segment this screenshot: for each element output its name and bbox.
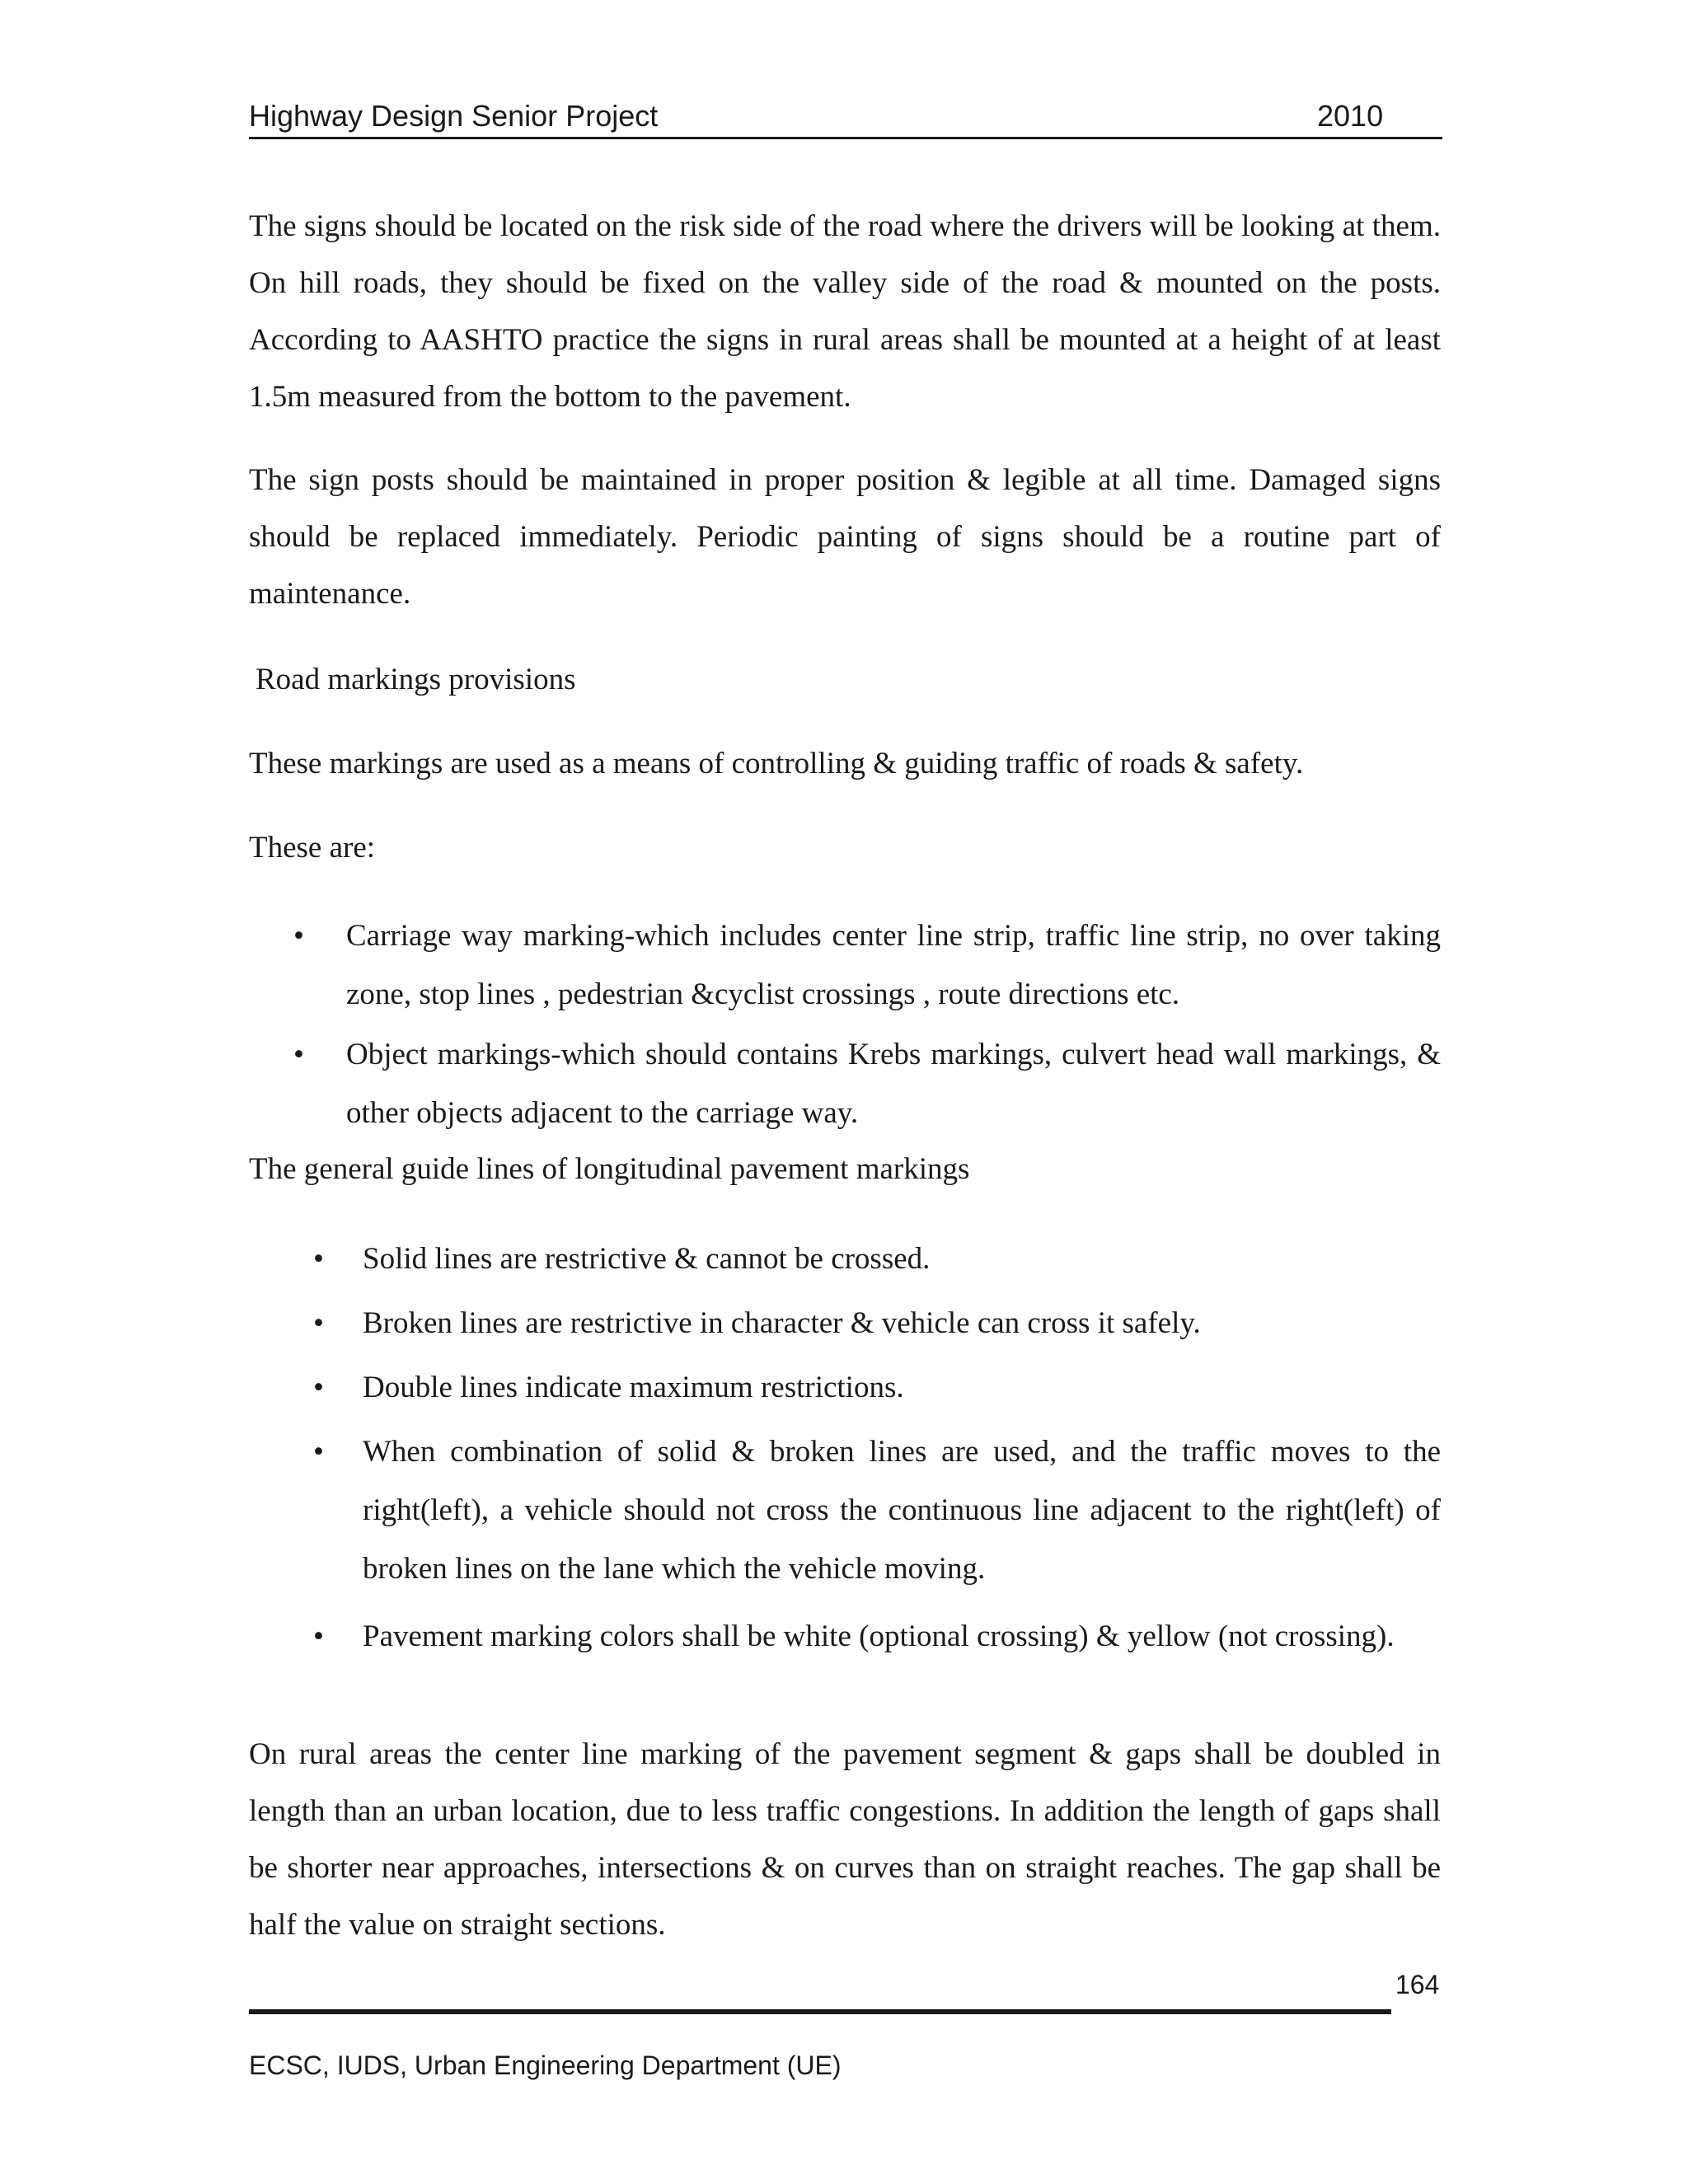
bullet-icon: • xyxy=(313,1435,324,1469)
list-item-guideline xyxy=(313,1294,1441,1353)
header-year: 2010 xyxy=(1317,99,1384,133)
footer-divider xyxy=(249,2009,1391,2014)
bullet-icon: • xyxy=(293,919,304,953)
list-item-marking-type xyxy=(293,1025,1441,1142)
list-item-text: Double lines indicate maximum restrictions. xyxy=(363,1371,904,1404)
list-item-text: When combination of solid & broken lines are used, and the traffic moves to the right(left), a vehicle should not cross the continuous line adjacent to the right(left) of broken lines on the lane which the vehicle moving. xyxy=(363,1435,1441,1586)
bullet-icon: • xyxy=(293,1038,304,1071)
section-heading-guide-lines: The general guide lines of longitudinal pavement markings xyxy=(249,1152,970,1186)
paragraph-sign-maintenance: The sign posts should be maintained in proper position & legible at all time. Damaged signs should be replaced immediately. Periodic painting of signs should be a routine part of maintenance. xyxy=(249,463,1441,611)
paragraph-these-are: These are: xyxy=(249,831,376,865)
section-heading-road-markings: Road markings provisions xyxy=(256,663,576,696)
list-item-guideline xyxy=(313,1607,1441,1724)
list-item-text: Pavement marking colors shall be white (optional crossing) & yellow (not crossing). xyxy=(363,1619,1395,1653)
header-title: Highway Design Senior Project xyxy=(249,99,659,133)
paragraph-markings-purpose: These markings are used as a means of controlling & guiding traffic of roads & safety. xyxy=(249,747,1304,780)
page-header xyxy=(249,97,1442,139)
bullet-icon: • xyxy=(313,1371,324,1404)
list-item-guideline xyxy=(313,1358,1441,1418)
paragraph-rural-center-line: On rural areas the center line marking of the pavement segment & gaps shall be doubled in length than an urban location, due to less traffic congestions. In addition the length of gaps shall be shorter near approaches, intersections & on curves than on straight reaches. The gap shall be half the value on straight sections. xyxy=(249,1737,1441,1942)
list-item-text: Broken lines are restrictive in character & vehicle can cross it safely. xyxy=(363,1306,1201,1340)
list-item-text: Object markings-which should contains Krebs markings, culvert head wall markings, & other objects adjacent to the carriage way. xyxy=(346,1038,1441,1130)
list-item-text: Solid lines are restrictive & cannot be crossed. xyxy=(363,1242,931,1276)
list-item-marking-type xyxy=(293,907,1441,1024)
page-number: 164 xyxy=(1395,1970,1440,1999)
bullet-icon: • xyxy=(313,1619,324,1653)
list-item-guideline xyxy=(313,1422,1441,1599)
bullet-icon: • xyxy=(313,1306,324,1340)
footer-organization: ECSC, IUDS, Urban Engineering Department (UE) xyxy=(249,2050,842,2080)
bullet-icon: • xyxy=(313,1242,324,1276)
list-item-text: Carriage way marking-which includes center line strip, traffic line strip, no over taking zone, stop lines , pedestrian &cyclist crossings , route directions etc. xyxy=(346,919,1441,1011)
paragraph-sign-location: The signs should be located on the risk side of the road where the drivers will be looking at them. On hill roads, they should be fixed on the valley side of the road & mounted on the posts. According to AASHTO practice the signs in rural areas shall be mounted at a height of at least 1.5m measured from the bottom to the pavement. xyxy=(249,209,1441,414)
list-item-guideline xyxy=(313,1230,1441,1289)
